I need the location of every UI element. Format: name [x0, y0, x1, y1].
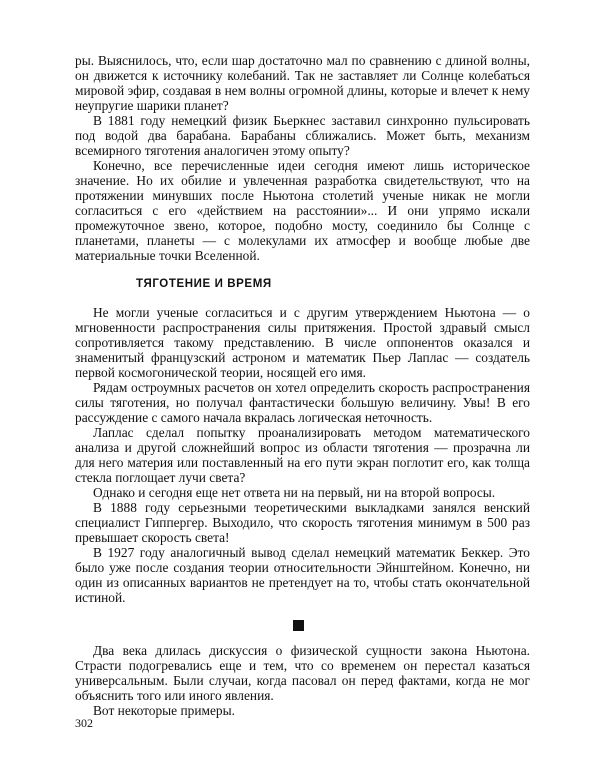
paragraph: Два века длилась дискуссия о физической сущности закона Ньютона. Страсти подогревались еще и тем, что со временем он перестал казаться универсальным. Были случаи, когда пасовал он перед фактами, когда не мог объяснить того или иного явления.	[75, 643, 530, 703]
continued-text-block	[75, 53, 530, 263]
section-heading: ТЯГОТЕНИЕ И ВРЕМЯ	[136, 278, 272, 290]
paragraph: ры. Выяснилось, что, если шар достаточно мал по сравнению с длиной волны, он движется к источнику колебаний. Так не заставляет ли Солнце колебаться мировой эфир, создавая в нем волны огромной длины, которые и влечет к нему неупругие шарики планет?	[75, 53, 530, 113]
paragraph: Лаплас сделал попытку проанализировать методом математического анализа и другой сложнейший вопрос из области тяготения — прозрачна ли для него материя или поставленный на его пути экран поглотит его, как толща стекла поглощает лучи света?	[75, 425, 530, 485]
section-text-block	[75, 305, 530, 605]
paragraph: Не могли ученые согласиться и с другим утверждением Ньютона — о мгновенности распространения силы притяжения. Простой здравый смысл сопротивляется такому представлению. В числе оппонентов оказался и знаменитый французский астроном и математик Пьер Лаплас — создатель первой космогонической теории, носящей его имя.	[75, 305, 530, 380]
page-number: 302	[75, 716, 93, 730]
paragraph: В 1927 году аналогичный вывод сделал немецкий математик Беккер. Это было уже после создания теории относительности Эйнштейном. Конечно, ни один из описанных вариантов не претендует на то, чтобы стать окончательной истиной.	[75, 545, 530, 605]
paragraph: В 1881 году немецкий физик Бьеркнес заставил синхронно пульсировать под водой два барабана. Барабаны сближались. Может быть, механизм всемирного тяготения аналогичен этому опыту?	[75, 113, 530, 158]
paragraph: Однако и сегодня еще нет ответа ни на первый, ни на второй вопросы.	[93, 485, 496, 500]
paragraph: Вот некоторые примеры.	[93, 703, 235, 718]
section-separator-square-icon	[293, 620, 304, 631]
paragraph: Рядам остроумных расчетов он хотел определить скорость распространения силы тяготения, но получал фантастически большую величину. Увы! В его рассуждение с самого начала вкралась логическая неточность.	[75, 380, 530, 425]
paragraph: Конечно, все перечисленные идеи сегодня имеют лишь историческое значение. Но их обилие и увлеченная разработка свидетельствуют, что на протяжении минувших после Ньютона столетий ученые никак не могли согласиться с его «действием на расстоянии»... И они упрямо искали промежуточное звено, которое, подобно мосту, соединило бы Солнце с планетами, планеты — с молекулами их атмосфер и вообще любые две материальные точки Вселенной.	[75, 158, 530, 263]
closing-text-block	[75, 643, 530, 718]
paragraph: В 1888 году серьезными теоретическими выкладками занялся венский специалист Гиппергер. Выходило, что скорость тяготения минимум в 500 раз превышает скорость света!	[75, 500, 530, 545]
